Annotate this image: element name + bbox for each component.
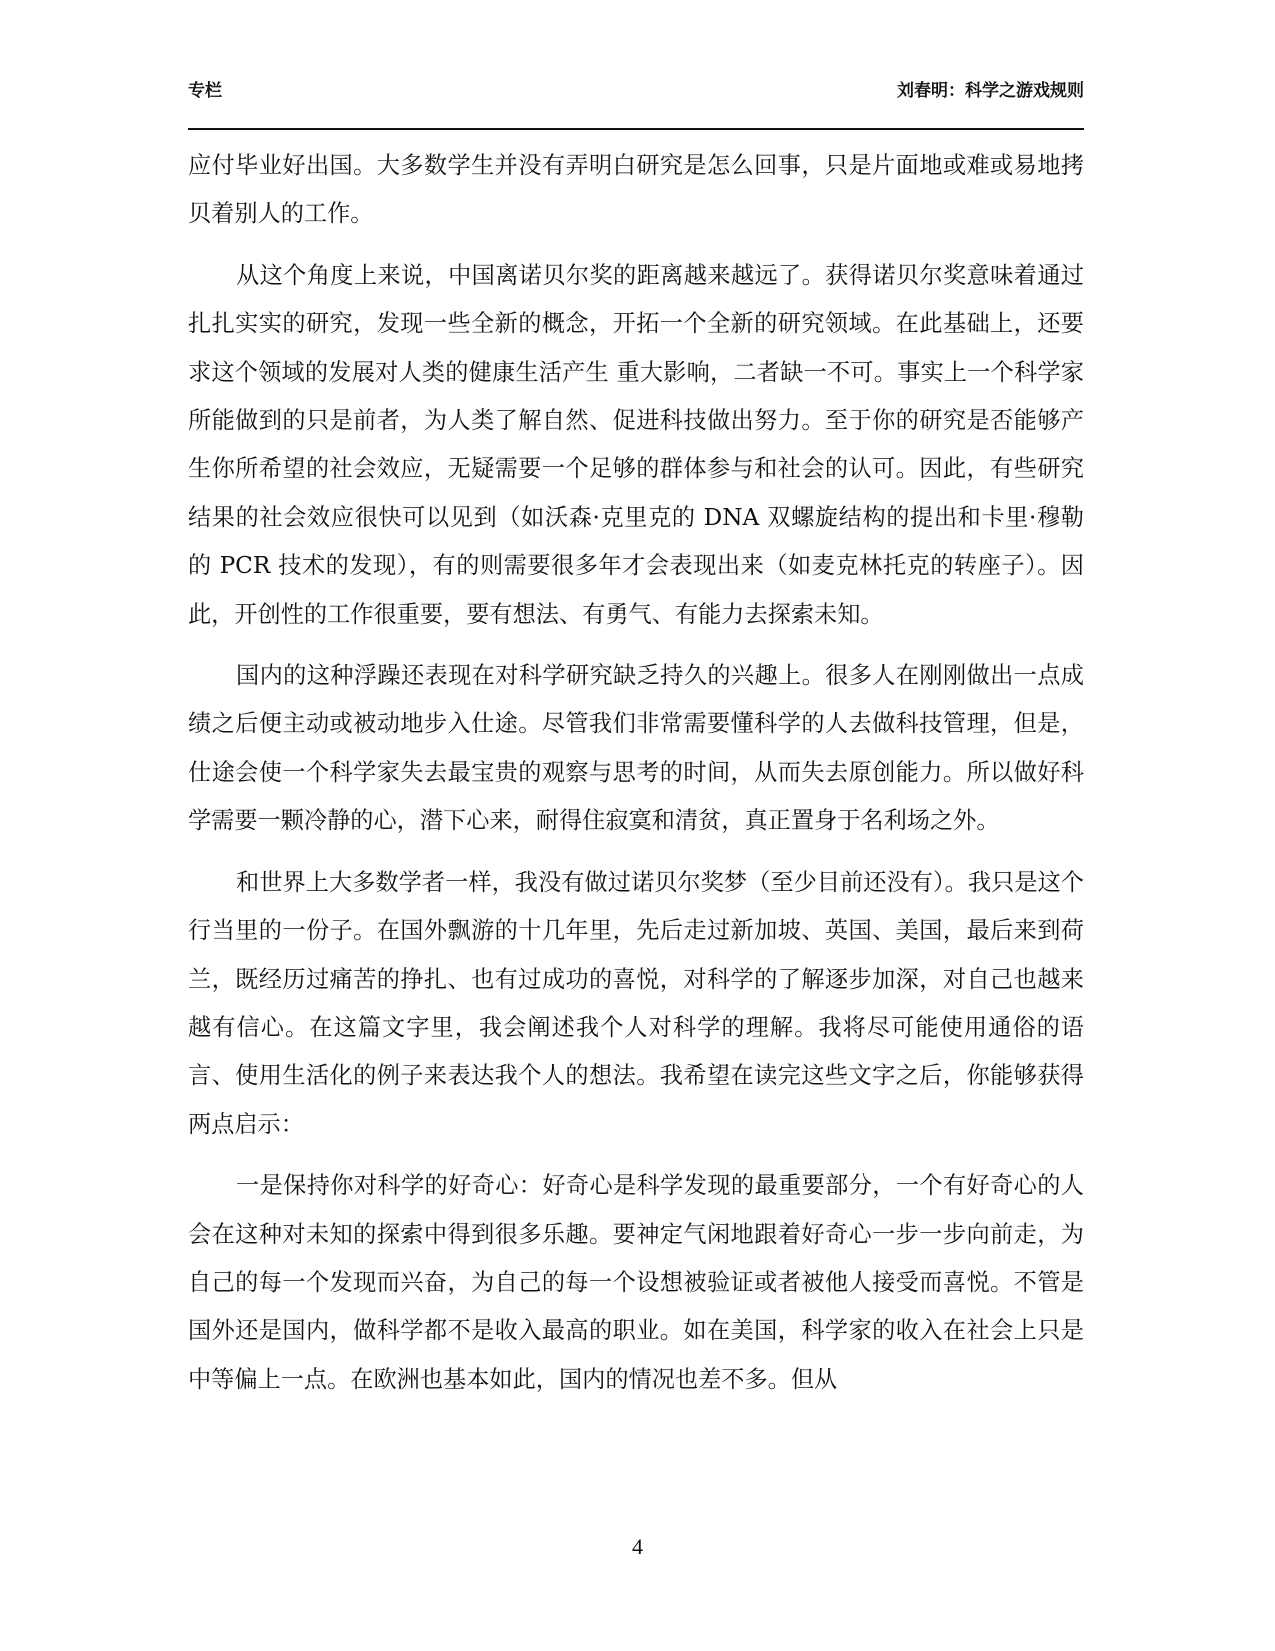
paragraph: 和世界上大多数学者一样，我没有做过诺贝尔奖梦（至少目前还没有）。我只是这个行当里的一份子。在国外飘游的十几年里，先后走过新加坡、英国、美国，最后来到荷兰，既经历过痛苦的挣扎、也有过成功的喜悦，对科学的了解逐步加深，对自己也越来越有信心。在这篇文字里，我会阐述我个人对科学的理解。我将尽可能使用通俗的语言、使用生活化的例子来表达我个人的想法。我希望在读完这些文字之后，你能够获得两点启示： bbox=[188, 868, 1084, 1138]
article-body bbox=[188, 142, 1084, 1417]
page-header bbox=[188, 72, 1084, 130]
article-title: 刘春明：科学之游戏规则 bbox=[897, 81, 1084, 101]
paragraph: 一是保持你对科学的好奇心：好奇心是科学发现的最重要部分，一个有好奇心的人会在这种对未知的探索中得到很多乐趣。要神定气闲地跟着好奇心一步一步向前走，为自己的每一个发现而兴奋，为自己的每一个设想被验证或者被他人接受而喜悦。不管是国外还是国内，做科学都不是收入最高的职业。如在美国，科学家的收入在社会上只是中等偏上一点。在欧洲也基本如此，国内的情况也差不多。但从 bbox=[188, 1172, 1084, 1393]
paragraph: 从这个角度上来说，中国离诺贝尔奖的距离越来越远了。获得诺贝尔奖意味着通过扎扎实实的研究，发现一些全新的概念，开拓一个全新的研究领域。在此基础上，还要求这个领域的发展对人类的健康生活产生 重大影响，二者缺一不可。事实上一个科学家所能做到的只是前者，为人类了解自然、促进科技做出努力。至于你的研究是否能够产生你所希望的社会效应，无疑需要一个足够的群体参与和社会的认可。因此，有些研究结果的社会效应很快可以见到（如沃森·克里克的 DNA 双螺旋结构的提出和卡里·穆勒的 PCR 技术的发现），有的则需要很多年才会表现出来（如麦克林托克的转座子）。因此，开创性的工作很重要，要有想法、有勇气、有能力去探索未知。 bbox=[188, 261, 1084, 628]
paragraph-continued: 应付毕业好出国。大多数学生并没有弄明白研究是怎么回事，只是片面地或难或易地拷贝着别人的工作。 bbox=[188, 152, 1084, 228]
column-label: 专栏 bbox=[188, 81, 222, 101]
paragraph: 国内的这种浮躁还表现在对科学研究缺乏持久的兴趣上。很多人在刚刚做出一点成绩之后便主动或被动地步入仕途。尽管我们非常需要懂科学的人去做科技管理，但是，仕途会使一个科学家失去最宝贵的观察与思考的时间，从而失去原创能力。所以做好科学需要一颗冷静的心，潜下心来，耐得住寂寞和清贫，真正置身于名利场之外。 bbox=[188, 662, 1084, 835]
page-number: 4 bbox=[632, 1534, 643, 1559]
